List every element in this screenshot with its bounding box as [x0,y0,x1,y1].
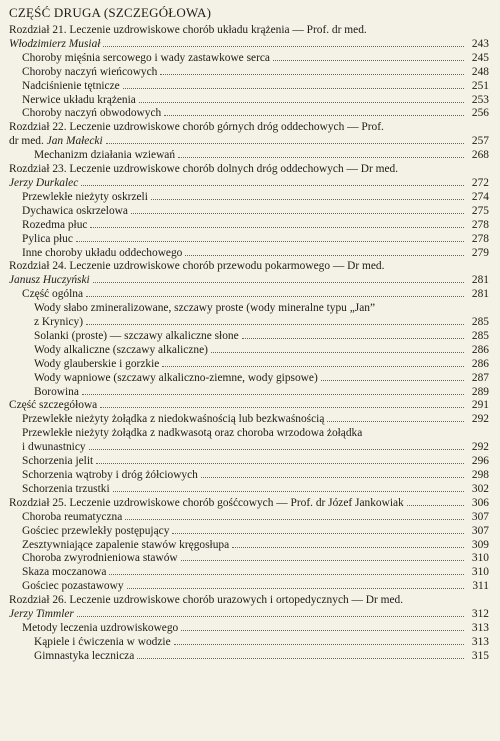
author-prefix: dr med. [9,135,47,148]
toc-entry-line: Rozdział 21. Leczenie uzdrowiskowe chorób układu krążenia — Prof. dr med. [9,24,367,36]
toc-entry-last-line [22,580,466,594]
page-number: 302 [471,482,489,495]
toc-entry-last-line [22,441,466,455]
page-number: 274 [471,190,489,203]
toc-entry-title: Schorzenia wątroby i dróg żółciowych [22,469,198,481]
dot-leader [327,421,464,422]
dot-leader [273,60,464,61]
toc-entry-last-line [22,483,466,497]
dot-leader [181,560,464,561]
toc-entry-last-line [22,413,466,427]
toc-entry [0,205,500,219]
toc-entry-last-line [34,330,466,344]
page-number: 285 [471,329,489,342]
toc-entry-line: Wody słabo zmineralizowane, szczawy proste (wody mineralne typu „Jan” [34,302,375,315]
page-number: 281 [471,274,489,287]
toc-entry-line: Rozdział 24. Leczenie uzdrowiskowe chorób przewodu pokarmowego — Dr med. [9,260,385,273]
page-number: 285 [471,316,489,329]
dot-leader [172,533,464,534]
toc-entry [0,525,500,539]
page-number: 298 [471,469,489,481]
dot-leader [77,616,464,617]
dot-leader [160,74,464,75]
dot-leader [109,574,464,575]
page-number: 310 [471,552,489,565]
toc-entry-last-line [22,552,466,566]
toc-entry-title: Metody leczenia uzdrowiskowego [22,621,179,634]
dot-leader [162,366,464,367]
toc-entry-last-line [34,650,466,664]
page-number: 275 [471,204,489,217]
page-number: 311 [472,580,489,593]
toc-entry [0,455,500,469]
toc-entry-title: Przewlekłe nieżyty żołądka z niedokwaśnością lub bezkwaśnością [22,413,325,426]
page-number: 243 [471,37,489,50]
toc-entry-title: Zesztywniające zapalenie stawów kręgosłupa [22,538,230,551]
toc-entry-last-line [34,372,466,386]
toc-entry [0,636,500,650]
page-number: 248 [471,65,489,78]
toc-entry-last-line [22,288,466,302]
toc-entry-title: Borowina [34,385,79,398]
page-number: 313 [471,635,489,648]
toc-entry-title: Część szczegółowa [9,399,98,412]
dot-leader [232,547,464,548]
dot-leader [185,255,464,256]
page-number: 307 [471,524,489,537]
toc-entry-title: Wody alkaliczne (szczawy alkaliczne) [34,343,208,356]
dot-leader [164,115,464,116]
toc-entry-last-line [22,80,466,94]
dot-leader [103,46,464,47]
page-number: 287 [471,371,489,384]
page-number: 286 [471,343,489,356]
toc-entry-last-line [9,399,466,413]
dot-leader [127,588,464,589]
dot-leader [113,491,464,492]
toc-entry [0,594,500,622]
dot-leader [137,658,464,659]
toc-entry-last-line [22,455,466,469]
page-number: 251 [471,79,489,92]
toc-entry-last-line [22,539,466,553]
toc-entry-title: Gościec pozastawowy [22,580,124,593]
table-of-contents [0,24,500,664]
page-number: 296 [471,455,489,468]
toc-entry-title: Rozedma płuc [22,218,88,231]
toc-entry-last-line [22,525,466,539]
dot-leader [321,380,464,381]
toc-entry [0,24,500,52]
toc-entry-title: Choroby naczyń wieńcowych [22,65,158,78]
toc-entry-last-line [34,316,466,330]
toc-entry-last-line [34,636,466,650]
toc-entry [0,427,500,455]
toc-entry [0,94,500,108]
toc-entry-title: Nerwice układu krążenia [22,93,136,106]
toc-entry-last-line [34,149,466,163]
toc-entry-title: Dychawica oskrzelowa [22,204,128,217]
toc-entry [0,260,500,288]
dot-leader [76,241,464,242]
dot-leader [139,102,464,103]
toc-entry-last-line [22,107,466,121]
dot-leader [100,407,464,408]
toc-entry-last-line [9,608,466,622]
toc-entry-title: Gimnastyka lecznicza [34,649,135,662]
toc-entry-line: Rozdział 23. Leczenie uzdrowiskowe chorób dolnych dróg oddechowych — Dr med. [9,163,399,176]
toc-entry-title: Rozdział 25. Leczenie uzdrowiskowe chorób gośćcowych — Prof. dr Józef Jankowiak [9,496,404,509]
toc-entry-last-line [22,233,466,247]
dot-leader [242,338,464,339]
toc-entry-title: Choroba reumatyczna [22,510,123,523]
toc-entry-line: Rozdział 26. Leczenie uzdrowiskowe chorób urazowych i ortopedycznych — Dr med. [9,594,404,607]
toc-entry-last-line [22,247,466,261]
dot-leader [82,394,464,395]
toc-entry [0,483,500,497]
author-name: Jerzy Timmler [9,608,74,621]
dot-leader [211,352,464,353]
toc-entry [0,288,500,302]
toc-entry-last-line [9,38,466,52]
toc-entry [0,107,500,121]
page-number: 289 [471,385,489,398]
page-number: 281 [471,288,489,301]
dot-leader [86,324,464,325]
page-number: 312 [471,608,489,621]
toc-entry [0,330,500,344]
toc-entry-title: Inne choroby układu oddechowego [22,246,183,259]
toc-entry [0,149,500,163]
page-number: 253 [471,93,489,106]
page-number: 286 [471,357,489,370]
toc-entry [0,469,500,483]
page-number: 256 [471,107,489,120]
toc-entry-last-line [9,177,466,191]
page-number: 315 [471,649,489,662]
toc-entry-title: Schorzenia trzustki [22,482,110,495]
toc-entry-last-line [22,52,466,66]
page-number: 278 [471,232,489,245]
page-number: 307 [471,510,489,523]
toc-entry-title: Kąpiele i ćwiczenia w wodzie [34,635,171,648]
toc-entry-title: Pylica płuc [22,232,73,245]
page-number: 279 [471,246,489,259]
toc-entry-last-line [34,358,466,372]
toc-entry [0,399,500,413]
dot-leader [89,449,464,450]
toc-entry-last-line [9,135,466,149]
author-name: Janusz Huczyński [9,274,90,287]
toc-entry-title: Schorzenia jelit [22,455,94,468]
toc-entry [0,233,500,247]
dot-leader [96,463,464,464]
toc-entry [0,539,500,553]
toc-entry-title: Wody wapniowe (szczawy alkaliczno-ziemne, wody gipsowe) [34,371,318,384]
toc-entry-title: Gościec przewlekły postępujący [22,524,170,537]
toc-entry [0,191,500,205]
dot-leader [125,519,464,520]
dot-leader [201,477,464,478]
toc-entry [0,302,500,330]
toc-entry [0,622,500,636]
toc-entry-title: z Krynicy) [34,316,84,329]
dot-leader [81,185,464,186]
page-number: 310 [471,566,489,579]
toc-entry-title: Część ogólna [22,288,84,301]
toc-entry-last-line [22,469,466,483]
page-number: 292 [471,441,489,454]
toc-entry [0,372,500,386]
toc-entry-last-line [22,66,466,80]
toc-entry-title: Choroba zwyrodnieniowa stawów [22,552,178,565]
page-number: 278 [471,218,489,231]
toc-entry [0,650,500,664]
page-number: 292 [471,413,489,426]
dot-leader [90,227,464,228]
toc-entry [0,566,500,580]
toc-entry-title: i dwunastnicy [22,441,86,454]
page-number: 313 [471,621,489,634]
toc-entry [0,511,500,525]
page-number: 309 [471,538,489,551]
page-number: 272 [471,176,489,189]
toc-entry-last-line [34,386,466,400]
toc-entry [0,344,500,358]
toc-entry [0,66,500,80]
toc-entry [0,163,500,191]
dot-leader [174,644,464,645]
toc-entry-last-line [22,94,466,108]
dot-leader [106,143,464,144]
toc-entry [0,358,500,372]
toc-entry-last-line [22,205,466,219]
dot-leader [151,199,464,200]
author-name: Włodzimierz Musiał [9,37,101,50]
dot-leader [178,157,464,158]
dot-leader [93,282,464,283]
toc-entry [0,219,500,233]
toc-entry [0,386,500,400]
toc-entry [0,121,500,149]
dot-leader [123,88,464,89]
toc-entry [0,497,500,511]
toc-entry-title: Nadciśnienie tętnicze [22,79,120,92]
toc-entry-last-line [22,511,466,525]
toc-entry [0,80,500,94]
toc-entry-title: Mechanizm działania wziewań [34,149,176,162]
toc-entry-line: Rozdział 22. Leczenie uzdrowiskowe chorób górnych dróg oddechowych — Prof. [9,121,384,134]
toc-entry [0,52,500,66]
toc-entry-title: Choroby mięśnia sercowego i wady zastawkowe serca [22,51,270,64]
toc-entry [0,247,500,261]
toc-entry-line: Przewlekłe nieżyty żołądka z nadkwasotą oraz choroba wrzodowa żołądka [22,427,363,440]
dot-leader [181,630,464,631]
page-number: 245 [471,51,489,64]
page-number: 257 [471,135,489,148]
toc-entry-last-line [9,274,466,288]
toc-entry-last-line [22,622,466,636]
page-number: 306 [471,496,489,509]
toc-entry-last-line [22,219,466,233]
dot-leader [131,213,464,214]
author-name: Jan Małecki [46,135,103,148]
toc-entry-title: Skaza moczanowa [22,566,107,579]
toc-entry-last-line [9,497,466,511]
page-number: 291 [471,399,489,412]
toc-entry-title: Choroby naczyń obwodowych [22,107,162,120]
toc-entry-last-line [22,566,466,580]
dot-leader [407,505,464,506]
author-name: Jerzy Durkalec [9,176,79,189]
page-number: 268 [471,149,489,162]
toc-entry-title: Przewlekłe nieżyty oskrzeli [22,190,148,203]
toc-entry-title: Solanki (proste) — szczawy alkaliczne słone [34,329,239,342]
toc-entry [0,413,500,427]
part-title: CZĘŚĆ DRUGA (SZCZEGÓŁOWA) [9,5,212,20]
toc-entry-last-line [34,344,466,358]
toc-entry [0,580,500,594]
toc-entry [0,552,500,566]
dot-leader [86,296,464,297]
toc-entry-title: Wody glauberskie i gorzkie [34,357,160,370]
toc-entry-last-line [22,191,466,205]
